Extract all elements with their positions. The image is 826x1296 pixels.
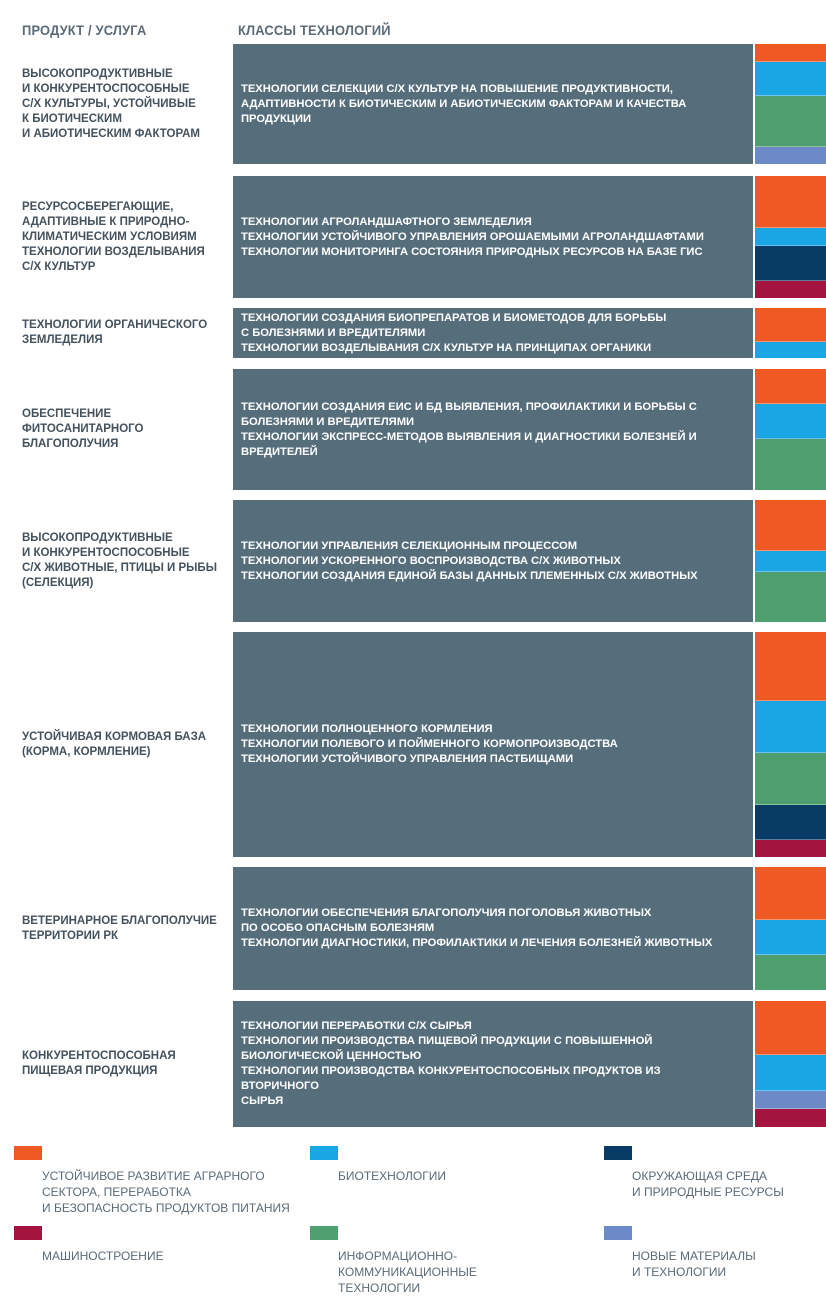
legend-label: МАШИНОСТРОЕНИЕ [42, 1249, 164, 1263]
tech-item: ТЕХНОЛОГИИ ОБЕСПЕЧЕНИЯ БЛАГОПОЛУЧИЯ ПОГОЛОВЬЯ ЖИВОТНЫХ ПО ОСОБО ОПАСНЫМ БОЛЕЗНЯМ [241, 907, 652, 934]
matrix-row [0, 308, 826, 358]
category-segment-ict [755, 439, 826, 490]
tech-list [241, 906, 712, 951]
category-color-bar [755, 867, 826, 990]
category-segment-bio [755, 920, 826, 956]
matrix-row [0, 176, 826, 298]
tech-item: ТЕХНОЛОГИИ УСТОЙЧИВОГО УПРАВЛЕНИЯ ПАСТБИЩАМИ [241, 753, 574, 765]
tech-class-box [233, 1001, 753, 1127]
category-segment-ict [755, 572, 826, 622]
product-column-header: ПРОДУКТ / УСЛУГА [22, 22, 147, 38]
category-segment-agri [755, 369, 826, 404]
tech-class-box [233, 500, 753, 622]
tech-class-box [233, 632, 753, 857]
tech-item: ТЕХНОЛОГИИ УСКОРЕННОГО ВОСПРОИЗВОДСТВА С/Х ЖИВОТНЫХ [241, 554, 621, 567]
product-label: РЕСУРСОСБЕРЕГАЮЩИЕ, АДАПТИВНЫЕ К ПРИРОДНО- КЛИМАТИЧЕСКИМ УСЛОВИЯМ ТЕХНОЛОГИИ ВОЗДЕЛЫВАНИЯ С/Х КУЛЬТУР [22, 200, 205, 273]
legend-swatch [604, 1146, 632, 1160]
tech-item: ТЕХНОЛОГИИ АГРОЛАНДШАФТНОГО ЗЕМЛЕДЕЛИЯ [241, 215, 532, 228]
legend [0, 1140, 826, 1295]
matrix-row [0, 44, 826, 164]
tech-item: ТЕХНОЛОГИИ СОЗДАНИЯ БИОПРЕПАРАТОВ И БИОМЕТОДОВ ДЛЯ БОРЬБЫ С БОЛЕЗНЯМИ И ВРЕДИТЕЛЯМИ [241, 311, 667, 339]
tech-item: ТЕХНОЛОГИИ ДИАГНОСТИКИ, ПРОФИЛАКТИКИ И ЛЕЧЕНИЯ БОЛЕЗНЕЙ ЖИВОТНЫХ [241, 937, 713, 949]
tech-item: ТЕХНОЛОГИИ ВОЗДЕЛЫВАНИЯ С/Х КУЛЬТУР НА ПРИНЦИПАХ ОРГАНИКИ [241, 341, 652, 354]
tech-class-box [233, 176, 753, 298]
category-segment-agri [755, 176, 826, 228]
tech-class-box [233, 867, 753, 990]
tech-item: ТЕХНОЛОГИИ СОЗДАНИЯ ЕДИНОЙ БАЗЫ ДАННЫХ ПЛЕМЕННЫХ С/Х ЖИВОТНЫХ [241, 569, 698, 582]
category-segment-env [755, 805, 826, 840]
tech-list [241, 311, 666, 356]
category-segment-mach [755, 1109, 826, 1127]
tech-item: ТЕХНОЛОГИИ ПРОИЗВОДСТВА ПИЩЕВОЙ ПРОДУКЦИИ С ПОВЫШЕННОЙ БИОЛОГИЧЕСКОЙ ЦЕННОСТЬЮ [241, 1035, 653, 1062]
legend-label: ИНФОРМАЦИОННО- КОММУНИКАЦИОННЫЕ ТЕХНОЛОГИИ [338, 1249, 477, 1295]
category-color-bar [755, 176, 826, 298]
legend-label: НОВЫЕ МАТЕРИАЛЫ И ТЕХНОЛОГИИ [632, 1249, 756, 1279]
tech-item: ТЕХНОЛОГИИ ПЕРЕРАБОТКИ С/Х СЫРЬЯ [241, 1020, 472, 1032]
tech-column-header: КЛАССЫ ТЕХНОЛОГИЙ [238, 22, 391, 38]
tech-list [241, 400, 697, 460]
tech-item: ТЕХНОЛОГИИ ПОЛНОЦЕННОГО КОРМЛЕНИЯ [241, 723, 493, 735]
product-label: УСТОЙЧИВАЯ КОРМОВАЯ БАЗА (КОРМА, КОРМЛЕНИЕ) [22, 730, 207, 758]
category-segment-env [755, 246, 826, 281]
tech-item: ТЕХНОЛОГИИ УПРАВЛЕНИЯ СЕЛЕКЦИОННЫМ ПРОЦЕССОМ [241, 539, 578, 552]
category-color-bar [755, 369, 826, 490]
tech-item: ТЕХНОЛОГИИ ПОЛЕВОГО И ПОЙМЕННОГО КОРМОПРОИЗВОДСТВА [241, 738, 618, 750]
tech-list [241, 539, 698, 584]
legend-swatch [14, 1146, 42, 1160]
category-segment-agri [755, 44, 826, 62]
tech-class-box [233, 369, 753, 490]
matrix-row [0, 867, 826, 990]
tech-item: ТЕХНОЛОГИИ МОНИТОРИНГА СОСТОЯНИЯ ПРИРОДНЫХ РЕСУРСОВ НА БАЗЕ ГИС [241, 245, 703, 258]
category-segment-bio [755, 1055, 826, 1091]
legend-label: УСТОЙЧИВОЕ РАЗВИТИЕ АГРАРНОГО СЕКТОРА, ПЕРЕРАБОТКА И БЕЗОПАСНОСТЬ ПРОДУКТОВ ПИТАНИЯ [42, 1169, 290, 1215]
category-color-bar [755, 44, 826, 164]
product-label: ТЕХНОЛОГИИ ОРГАНИЧЕСКОГО ЗЕМЛЕДЕЛИЯ [22, 319, 208, 346]
category-segment-ict [755, 753, 826, 805]
category-segment-bio [755, 404, 826, 439]
tech-item: ТЕХНОЛОГИИ ЭКСПРЕСС-МЕТОДОВ ВЫЯВЛЕНИЯ И ДИАГНОСТИКИ БОЛЕЗНЕЙ И ВРЕДИТЕЛЕЙ [241, 430, 697, 458]
product-label: ВЕТЕРИНАРНОЕ БЛАГОПОЛУЧИЕ ТЕРРИТОРИИ РК [22, 914, 217, 942]
category-segment-agri [755, 308, 826, 342]
tech-class-box [233, 308, 753, 358]
category-segment-bio [755, 228, 826, 246]
tech-item: ТЕХНОЛОГИИ УСТОЙЧИВОГО УПРАВЛЕНИЯ ОРОШАЕМЫМИ АГРОЛАНДШАФТАМИ [241, 230, 704, 243]
legend-swatch [604, 1226, 632, 1240]
product-label: ВЫСОКОПРОДУКТИВНЫЕ И КОНКУРЕНТОСПОСОБНЫЕ С/Х ЖИВОТНЫЕ, ПТИЦЫ И РЫБЫ (СЕЛЕКЦИЯ) [22, 532, 217, 589]
tech-list [241, 1019, 741, 1109]
category-color-bar [755, 308, 826, 358]
category-segment-agri [755, 867, 826, 920]
category-segment-mach [755, 840, 826, 857]
category-color-bar [755, 1001, 826, 1127]
category-segment-mat [755, 1091, 826, 1110]
tech-item: ТЕХНОЛОГИИ ПРОИЗВОДСТВА КОНКУРЕНТОСПОСОБНЫХ ПРОДУКТОВ ИЗ ВТОРИЧНОГО СЫРЬЯ [241, 1065, 661, 1107]
tech-list [241, 722, 618, 767]
legend-swatch [14, 1226, 42, 1240]
category-segment-bio [755, 701, 826, 753]
matrix-row [0, 369, 826, 490]
category-segment-agri [755, 632, 826, 701]
legend-label: БИОТЕХНОЛОГИИ [338, 1169, 446, 1183]
matrix-row [0, 632, 826, 857]
category-segment-agri [755, 1001, 826, 1055]
tech-list [241, 82, 686, 127]
category-color-bar [755, 632, 826, 857]
legend-swatch [310, 1226, 338, 1240]
category-segment-bio [755, 342, 826, 358]
product-label: ОБЕСПЕЧЕНИЕ ФИТОСАНИТАРНОГО БЛАГОПОЛУЧИЯ [22, 408, 144, 450]
category-segment-mach [755, 281, 826, 298]
matrix-row [0, 500, 826, 622]
legend-label: ОКРУЖАЮЩАЯ СРЕДА И ПРИРОДНЫЕ РЕСУРСЫ [632, 1169, 784, 1199]
product-label: ВЫСОКОПРОДУКТИВНЫЕ И КОНКУРЕНТОСПОСОБНЫЕ С/Х КУЛЬТУРЫ, УСТОЙЧИВЫЕ К БИОТИЧЕСКИМ И АБИОТИЧЕСКИМ ФАКТОРАМ [22, 67, 201, 140]
product-label: КОНКУРЕНТОСПОСОБНАЯ ПИЩЕВАЯ ПРОДУКЦИЯ [22, 1050, 176, 1077]
category-segment-ict [755, 955, 826, 990]
tech-class-box [233, 44, 753, 164]
tech-item: ТЕХНОЛОГИИ СЕЛЕКЦИИ С/Х КУЛЬТУР НА ПОВЫШЕНИЕ ПРОДУКТИВНОСТИ, АДАПТИВНОСТИ К БИОТИЧЕСКИМ И АБИОТИЧЕСКИМ ФАКТОРАМ И КАЧЕСТВА ПРОДУКЦИИ [241, 82, 687, 125]
category-segment-bio [755, 62, 826, 96]
category-segment-bio [755, 551, 826, 572]
tech-list [241, 215, 704, 260]
tech-item: ТЕХНОЛОГИИ СОЗДАНИЯ ЕИС И БД ВЫЯВЛЕНИЯ, ПРОФИЛАКТИКИ И БОРЬБЫ С БОЛЕЗНЯМИ И ВРЕДИТЕЛЯМИ [241, 400, 697, 428]
legend-swatch [310, 1146, 338, 1160]
category-segment-ict [755, 96, 826, 147]
matrix-row [0, 1001, 826, 1127]
category-segment-agri [755, 500, 826, 551]
category-segment-mat [755, 147, 826, 164]
category-color-bar [755, 500, 826, 622]
